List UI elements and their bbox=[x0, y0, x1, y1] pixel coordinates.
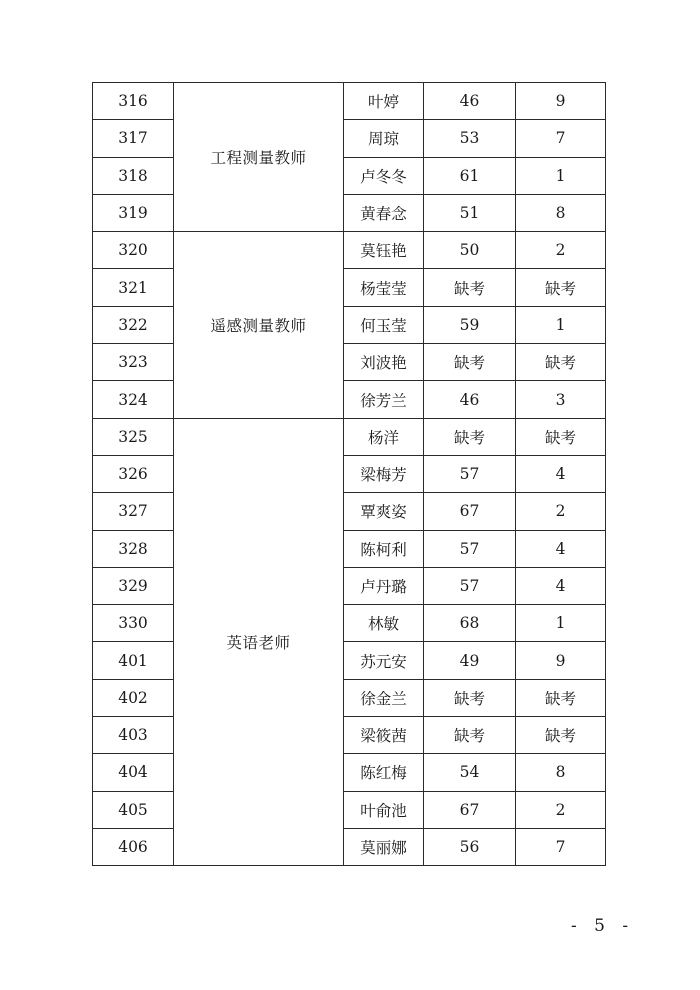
candidate-rank: 缺考 bbox=[516, 679, 606, 716]
table-row bbox=[93, 455, 606, 492]
candidate-score: 61 bbox=[424, 157, 516, 194]
table-row bbox=[93, 344, 606, 381]
candidate-rank: 缺考 bbox=[516, 717, 606, 754]
table-row bbox=[93, 120, 606, 157]
candidate-id: 406 bbox=[93, 828, 174, 865]
candidate-id: 317 bbox=[93, 120, 174, 157]
candidate-name: 陈柯利 bbox=[344, 530, 424, 567]
candidate-name: 黄春念 bbox=[344, 194, 424, 231]
table-row bbox=[93, 679, 606, 716]
candidate-id: 325 bbox=[93, 418, 174, 455]
candidate-rank: 缺考 bbox=[516, 344, 606, 381]
candidate-name: 周琼 bbox=[344, 120, 424, 157]
table-row bbox=[93, 754, 606, 791]
candidate-name: 梁梅芳 bbox=[344, 455, 424, 492]
candidate-rank: 4 bbox=[516, 455, 606, 492]
candidate-rank: 2 bbox=[516, 493, 606, 530]
candidate-rank: 8 bbox=[516, 754, 606, 791]
table-row bbox=[93, 493, 606, 530]
candidate-score: 缺考 bbox=[424, 717, 516, 754]
candidate-score: 68 bbox=[424, 605, 516, 642]
candidate-name: 莫丽娜 bbox=[344, 828, 424, 865]
candidate-rank: 2 bbox=[516, 791, 606, 828]
candidate-score: 54 bbox=[424, 754, 516, 791]
table-row bbox=[93, 567, 606, 604]
candidate-score: 缺考 bbox=[424, 679, 516, 716]
candidate-rank: 7 bbox=[516, 120, 606, 157]
candidate-score: 59 bbox=[424, 306, 516, 343]
candidate-score: 53 bbox=[424, 120, 516, 157]
candidate-rank: 2 bbox=[516, 232, 606, 269]
position-name: 工程测量教师 bbox=[174, 83, 344, 232]
candidate-name: 杨莹莹 bbox=[344, 269, 424, 306]
candidate-name: 叶俞池 bbox=[344, 791, 424, 828]
candidate-id: 329 bbox=[93, 567, 174, 604]
candidate-score: 缺考 bbox=[424, 344, 516, 381]
candidate-id: 328 bbox=[93, 530, 174, 567]
candidate-name: 梁筱茜 bbox=[344, 717, 424, 754]
candidate-score: 57 bbox=[424, 455, 516, 492]
candidate-id: 316 bbox=[93, 83, 174, 120]
candidate-name: 莫钰艳 bbox=[344, 232, 424, 269]
candidate-id: 330 bbox=[93, 605, 174, 642]
candidate-id: 404 bbox=[93, 754, 174, 791]
table-row bbox=[93, 157, 606, 194]
candidate-id: 405 bbox=[93, 791, 174, 828]
table-row bbox=[93, 791, 606, 828]
candidate-score: 46 bbox=[424, 381, 516, 418]
candidate-id: 402 bbox=[93, 679, 174, 716]
candidate-id: 326 bbox=[93, 455, 174, 492]
candidate-score: 57 bbox=[424, 567, 516, 604]
candidate-id: 320 bbox=[93, 232, 174, 269]
candidate-id: 401 bbox=[93, 642, 174, 679]
results-table-body bbox=[93, 83, 606, 866]
candidate-id: 318 bbox=[93, 157, 174, 194]
page-number: - 5 - bbox=[571, 916, 635, 936]
candidate-name: 叶婷 bbox=[344, 83, 424, 120]
candidate-name: 苏元安 bbox=[344, 642, 424, 679]
candidate-score: 51 bbox=[424, 194, 516, 231]
candidate-name: 卢冬冬 bbox=[344, 157, 424, 194]
candidate-rank: 1 bbox=[516, 157, 606, 194]
table-row bbox=[93, 530, 606, 567]
table-row bbox=[93, 828, 606, 865]
candidate-id: 322 bbox=[93, 306, 174, 343]
table-row bbox=[93, 83, 606, 120]
candidate-score: 缺考 bbox=[424, 418, 516, 455]
candidate-name: 覃爽姿 bbox=[344, 493, 424, 530]
table-row bbox=[93, 418, 606, 455]
candidate-name: 杨洋 bbox=[344, 418, 424, 455]
candidate-id: 321 bbox=[93, 269, 174, 306]
table-row bbox=[93, 642, 606, 679]
table-row bbox=[93, 232, 606, 269]
candidate-name: 何玉莹 bbox=[344, 306, 424, 343]
candidate-rank: 4 bbox=[516, 530, 606, 567]
table-row bbox=[93, 605, 606, 642]
candidate-rank: 缺考 bbox=[516, 418, 606, 455]
position-name: 英语老师 bbox=[174, 418, 344, 866]
candidate-score: 57 bbox=[424, 530, 516, 567]
candidate-id: 327 bbox=[93, 493, 174, 530]
results-table bbox=[92, 82, 606, 866]
candidate-name: 刘波艳 bbox=[344, 344, 424, 381]
candidate-rank: 1 bbox=[516, 605, 606, 642]
candidate-score: 缺考 bbox=[424, 269, 516, 306]
table-row bbox=[93, 269, 606, 306]
table-row bbox=[93, 717, 606, 754]
candidate-name: 林敏 bbox=[344, 605, 424, 642]
candidate-id: 403 bbox=[93, 717, 174, 754]
table-row bbox=[93, 194, 606, 231]
candidate-score: 46 bbox=[424, 83, 516, 120]
candidate-rank: 4 bbox=[516, 567, 606, 604]
candidate-score: 56 bbox=[424, 828, 516, 865]
candidate-id: 324 bbox=[93, 381, 174, 418]
candidate-name: 卢丹璐 bbox=[344, 567, 424, 604]
candidate-score: 50 bbox=[424, 232, 516, 269]
candidate-score: 67 bbox=[424, 493, 516, 530]
table-row bbox=[93, 306, 606, 343]
candidate-rank: 1 bbox=[516, 306, 606, 343]
candidate-id: 319 bbox=[93, 194, 174, 231]
candidate-rank: 7 bbox=[516, 828, 606, 865]
table-row bbox=[93, 381, 606, 418]
candidate-rank: 3 bbox=[516, 381, 606, 418]
position-name: 遥感测量教师 bbox=[174, 232, 344, 418]
candidate-name: 徐芳兰 bbox=[344, 381, 424, 418]
candidate-id: 323 bbox=[93, 344, 174, 381]
candidate-name: 徐金兰 bbox=[344, 679, 424, 716]
candidate-rank: 8 bbox=[516, 194, 606, 231]
candidate-rank: 9 bbox=[516, 83, 606, 120]
candidate-score: 67 bbox=[424, 791, 516, 828]
candidate-rank: 9 bbox=[516, 642, 606, 679]
candidate-name: 陈红梅 bbox=[344, 754, 424, 791]
candidate-score: 49 bbox=[424, 642, 516, 679]
candidate-rank: 缺考 bbox=[516, 269, 606, 306]
